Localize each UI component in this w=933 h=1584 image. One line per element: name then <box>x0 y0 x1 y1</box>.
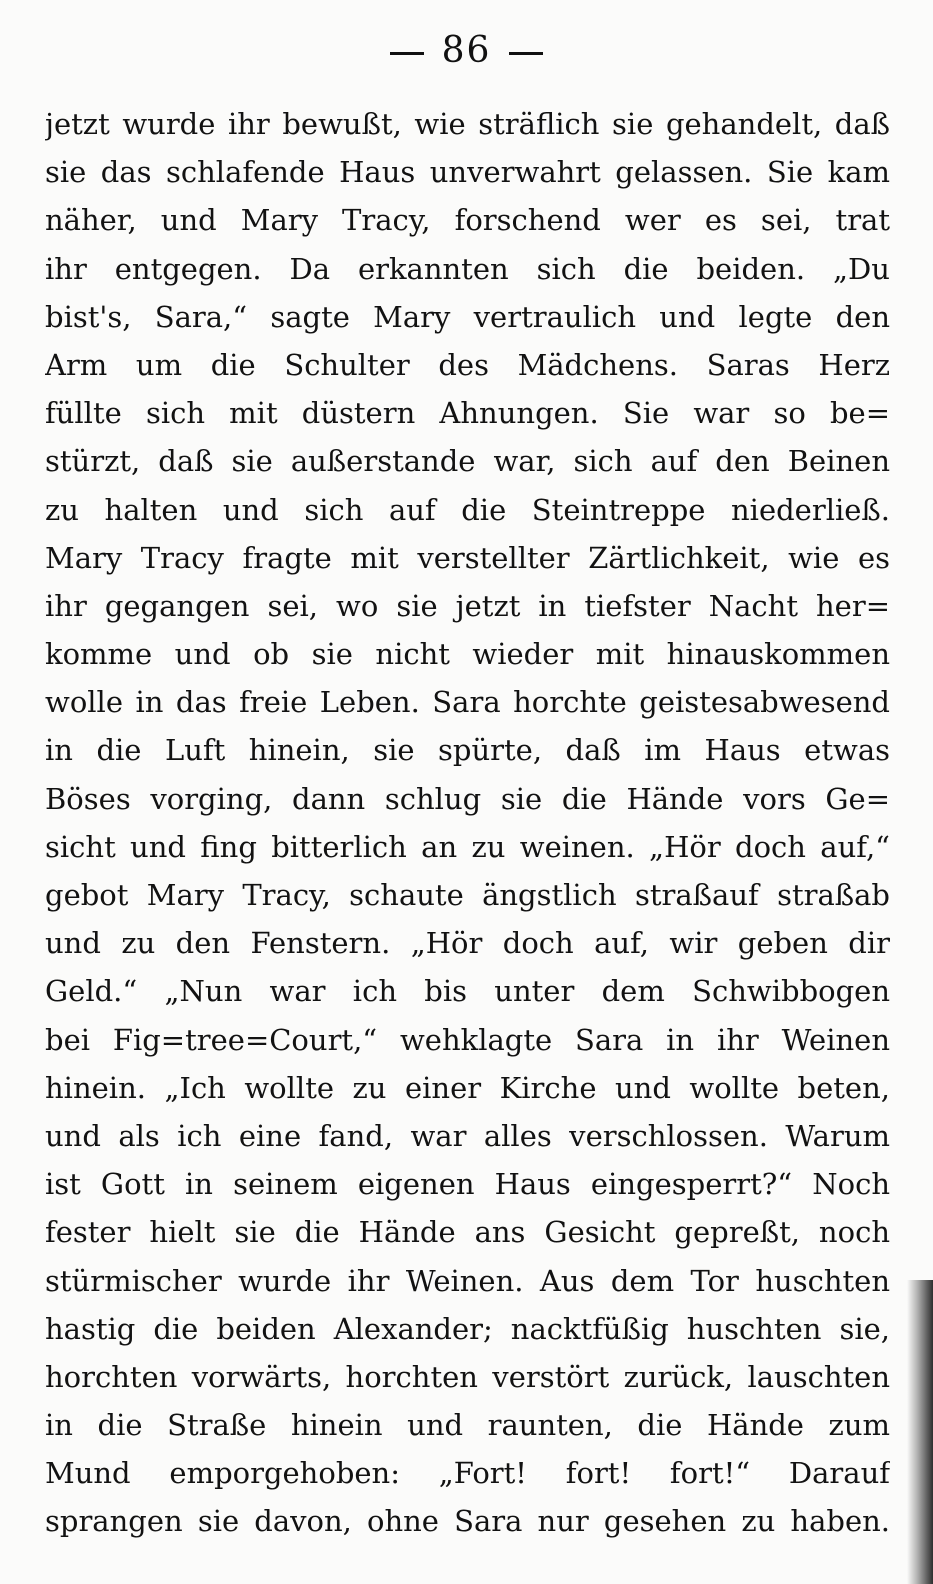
page-number: 86 <box>441 30 492 71</box>
text-line: Arm um die Schulter des Mädchens. Saras Herz <box>45 347 890 382</box>
text-line: horchten vorwärts, horchten verstört zurück, lauschten <box>45 1359 890 1394</box>
text-line: hastig die beiden Alexander; nacktfüßig huschten sie, <box>45 1311 890 1346</box>
text-line: ihr gegangen sei, wo sie jetzt in tiefster Nacht her= <box>45 588 890 623</box>
text-line: hinein. „Ich wollte zu einer Kirche und wollte beten, <box>45 1070 890 1105</box>
text-line: bist's, Sara,“ sagte Mary vertraulich und legte den <box>45 299 890 334</box>
text-line: Mary Tracy fragte mit verstellter Zärtlichkeit, wie es <box>45 540 890 575</box>
header-dash-right <box>509 52 543 55</box>
text-line: in die Luft hinein, sie spürte, daß im Haus etwas <box>45 733 890 768</box>
page-header <box>0 30 933 71</box>
text-line: ist Gott in seinem eigenen Haus eingesperrt?“ Noch <box>45 1167 890 1202</box>
text-line: in die Straße hinein und raunten, die Hände zum <box>45 1408 890 1443</box>
text-line: sie das schlafende Haus unverwahrt gelassen. Sie kam <box>45 155 890 190</box>
text-line: wolle in das freie Leben. Sara horchte geistesabwesend <box>45 685 890 720</box>
text-line: sprangen sie davon, ohne Sara nur gesehen zu haben. <box>45 1504 890 1539</box>
text-line: fester hielt sie die Hände ans Gesicht gepreßt, noch <box>45 1215 890 1250</box>
text-line: und als ich eine fand, war alles verschlossen. Warum <box>45 1118 890 1153</box>
text-line: ihr entgegen. Da erkannten sich die beiden. „Du <box>45 251 890 286</box>
text-line: gebot Mary Tracy, schaute ängstlich straßauf straßab <box>45 878 890 912</box>
header-dash-left <box>390 52 424 55</box>
text-line: füllte sich mit düstern Ahnungen. Sie war so be= <box>45 396 890 431</box>
text-line: Böses vorging, dann schlug sie die Hände vors Ge= <box>45 781 890 816</box>
text-line: jetzt wurde ihr bewußt, wie sträflich sie gehandelt, daß <box>45 107 890 141</box>
text-line: und zu den Fenstern. „Hör doch auf, wir geben dir <box>45 926 890 961</box>
text-line: stürzt, daß sie außerstande war, sich auf den Beinen <box>45 444 890 479</box>
body-text <box>45 100 890 1546</box>
text-line: stürmischer wurde ihr Weinen. Aus dem Tor huschten <box>45 1263 890 1298</box>
text-line: näher, und Mary Tracy, forschend wer es sei, trat <box>45 203 890 238</box>
text-line: komme und ob sie nicht wieder mit hinauskommen <box>45 637 890 672</box>
text-line: zu halten und sich auf die Steintreppe niederließ. <box>45 492 890 527</box>
text-line: Mund emporgehoben: „Fort! fort! fort!“ Darauf <box>45 1456 890 1491</box>
page-edge-shadow <box>907 1280 933 1584</box>
text-line: sicht und fing bitterlich an zu weinen. „Hör doch auf,“ <box>45 829 890 864</box>
text-line: Geld.“ „Nun war ich bis unter dem Schwibbogen <box>45 974 890 1009</box>
text-line: bei Fig=tree=Court,“ wehklagte Sara in ihr Weinen <box>45 1022 890 1057</box>
